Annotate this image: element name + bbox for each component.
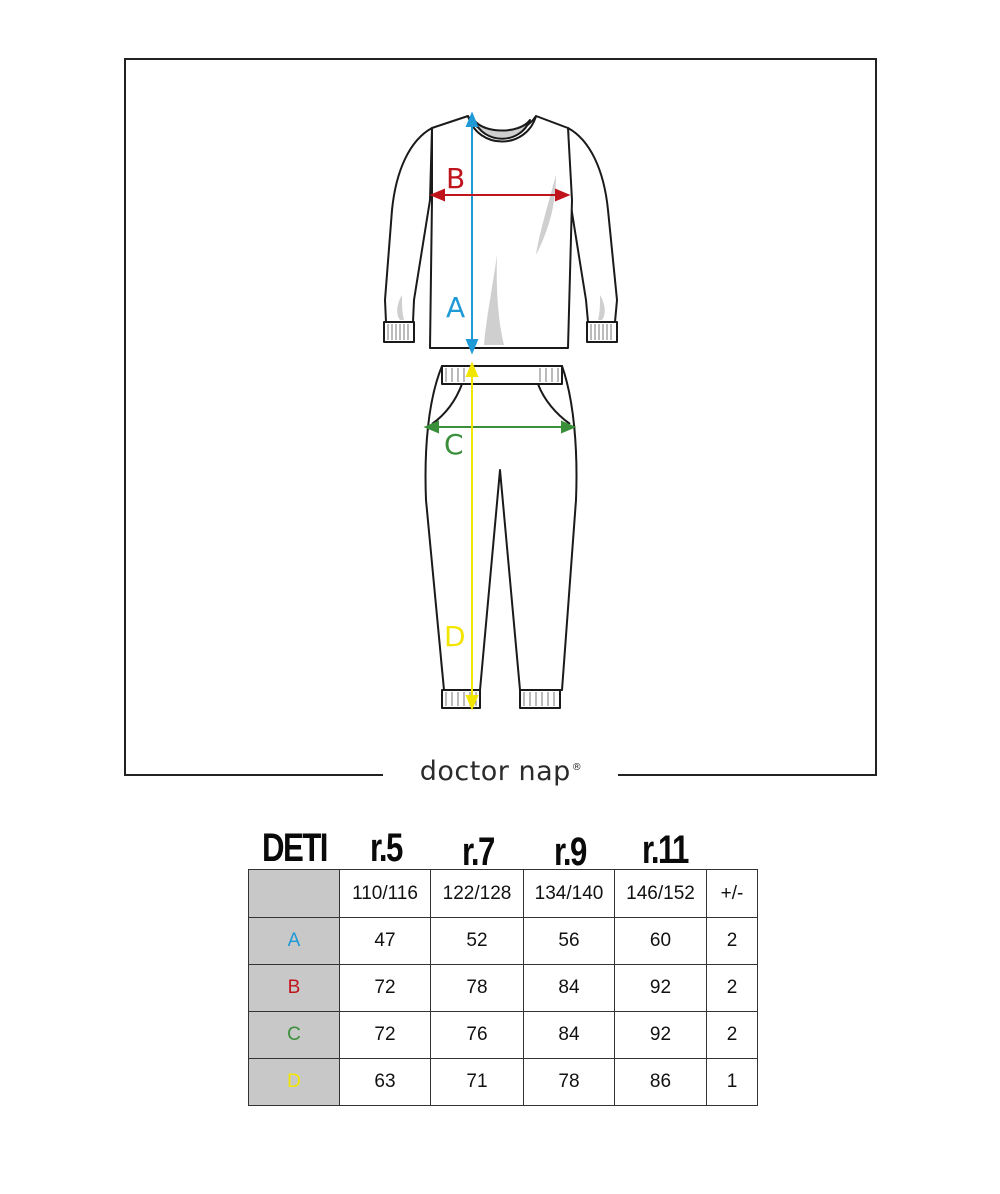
- table-cell: 84: [524, 965, 615, 1012]
- brand-logo: doctor nap®: [386, 756, 616, 787]
- column-header: 122/128: [431, 870, 524, 918]
- size-label-r9: r.9: [554, 830, 586, 874]
- column-header-tolerance: +/-: [707, 870, 758, 918]
- table-cell: 84: [524, 1012, 615, 1059]
- header-corner-cell: [249, 870, 340, 918]
- size-label-r7: r.7: [462, 830, 494, 874]
- table-cell: 78: [431, 965, 524, 1012]
- table-cell: 52: [431, 918, 524, 965]
- table-header-row: [249, 870, 758, 918]
- row-label-d: D: [249, 1059, 340, 1106]
- table-cell: 76: [431, 1012, 524, 1059]
- measure-label-a: A: [446, 291, 466, 324]
- size-label-r11: r.11: [642, 828, 688, 872]
- table-cell: 92: [615, 965, 707, 1012]
- table-cell: 60: [615, 918, 707, 965]
- table-cell: 71: [431, 1059, 524, 1106]
- table-cell: 72: [340, 1012, 431, 1059]
- row-label-c: C: [249, 1012, 340, 1059]
- column-header: 110/116: [340, 870, 431, 918]
- table-cell: 72: [340, 965, 431, 1012]
- table-cell: 63: [340, 1059, 431, 1106]
- table-row: [249, 1059, 758, 1106]
- table-cell: 2: [707, 918, 758, 965]
- measure-label-d: D: [444, 620, 466, 653]
- row-label-b: B: [249, 965, 340, 1012]
- table-cell: 2: [707, 965, 758, 1012]
- table-row: [249, 918, 758, 965]
- size-table: [248, 869, 758, 1106]
- size-label-r5: r.5: [370, 826, 402, 870]
- measure-label-b: B: [446, 162, 466, 195]
- table-title: DETI: [262, 826, 327, 870]
- table-cell: 1: [707, 1059, 758, 1106]
- table-cell: 78: [524, 1059, 615, 1106]
- column-header: 146/152: [615, 870, 707, 918]
- table-row: [249, 1012, 758, 1059]
- table-cell: 47: [340, 918, 431, 965]
- pants-outline: [426, 366, 577, 708]
- sweatshirt-outline: [384, 116, 617, 348]
- column-header: 134/140: [524, 870, 615, 918]
- table-cell: 56: [524, 918, 615, 965]
- table-cell: 86: [615, 1059, 707, 1106]
- table-row: [249, 965, 758, 1012]
- measure-label-c: C: [444, 428, 464, 461]
- table-cell: 92: [615, 1012, 707, 1059]
- row-label-a: A: [249, 918, 340, 965]
- table-cell: 2: [707, 1012, 758, 1059]
